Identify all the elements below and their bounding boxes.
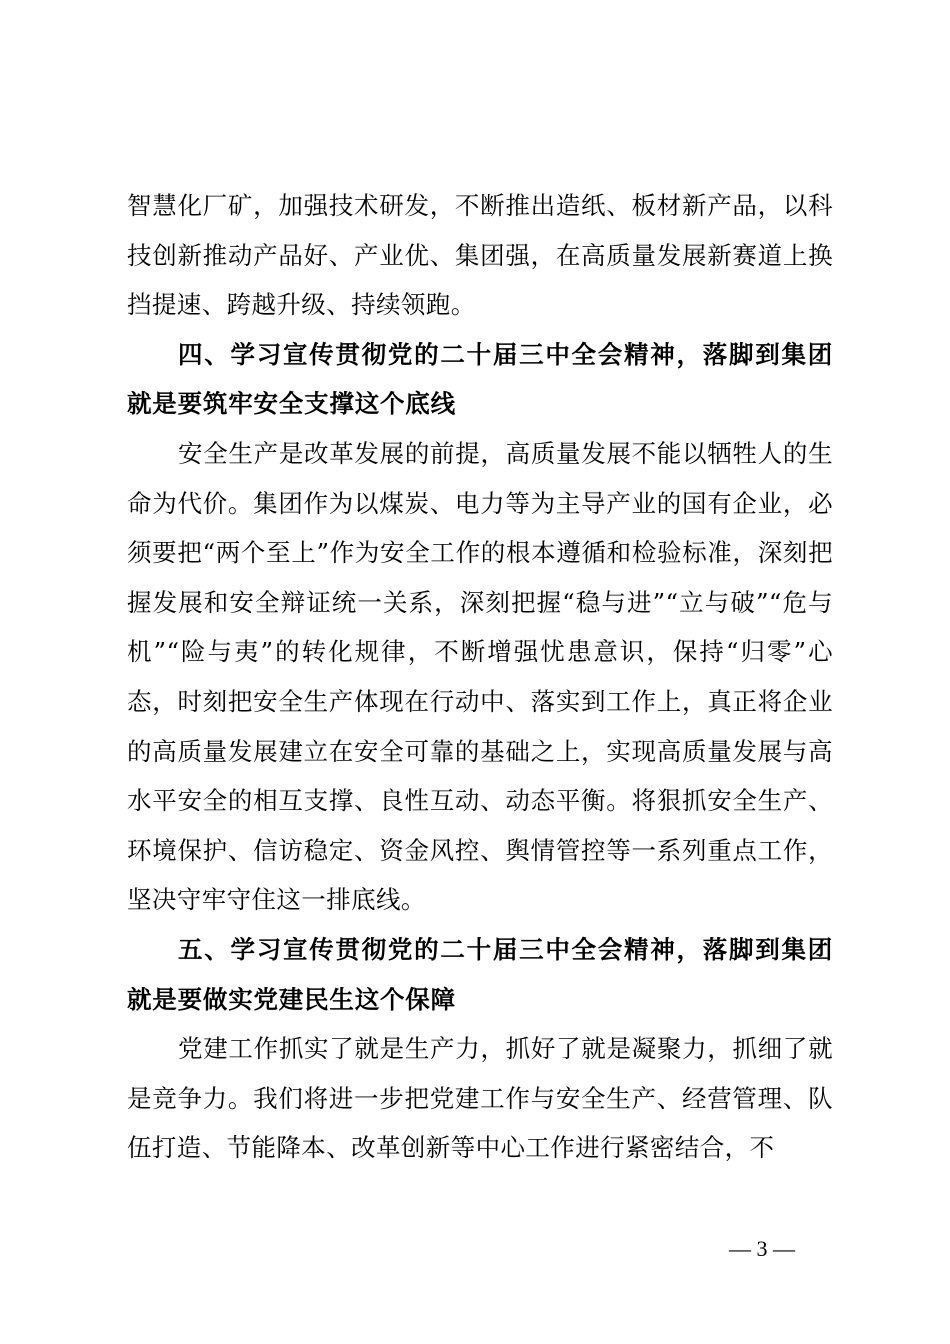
- document-body: [127, 181, 833, 1173]
- section-5-heading: 五、学习宣传贯彻党的二十届三中全会精神，落脚到集团就是要做实党建民生这个保障: [127, 934, 833, 1014]
- section-4-heading: 四、学习宣传贯彻党的二十届三中全会精神，落脚到集团就是要筑牢安全支撑这个底线: [127, 339, 833, 419]
- section-5-paragraph: 党建工作抓实了就是生产力，抓好了就是凝聚力，抓细了就是竞争力。我们将进一步把党建工作与安全生产、经营管理、队伍打造、节能降本、改革创新等中心工作进行紧密结合，不: [127, 1034, 833, 1163]
- page-number: — 3 —: [729, 1236, 795, 1261]
- continuation-paragraph: 智慧化厂矿，加强技术研发，不断推出造纸、板材新产品，以科技创新推动产品好、产业优、集团强，在高质量发展新赛道上换挡提速、跨越升级、持续领跑。: [127, 191, 833, 320]
- section-4-paragraph: 安全生产是改革发展的前提，高质量发展不能以牺牲人的生命为代价。集团作为以煤炭、电力等为主导产业的国有企业，必须要把“两个至上”作为安全工作的根本遵循和检验标准，深刻把握发展和安全辩证统一关系，深刻把握“稳与进”“立与破”“危与机”“险与夷”的转化规律，不断增强忧患意识，保持“归零”心态，时刻把安全生产体现在行动中、落实到工作上，真正将企业的高质量发展建立在安全可靠的基础之上，实现高质量发展与高水平安全的相互支撑、良性互动、动态平衡。将狠抓安全生产、环境保护、信访稳定、资金风控、舆情管控等一系列重点工作，坚决守牢守住这一排底线。: [127, 438, 833, 915]
